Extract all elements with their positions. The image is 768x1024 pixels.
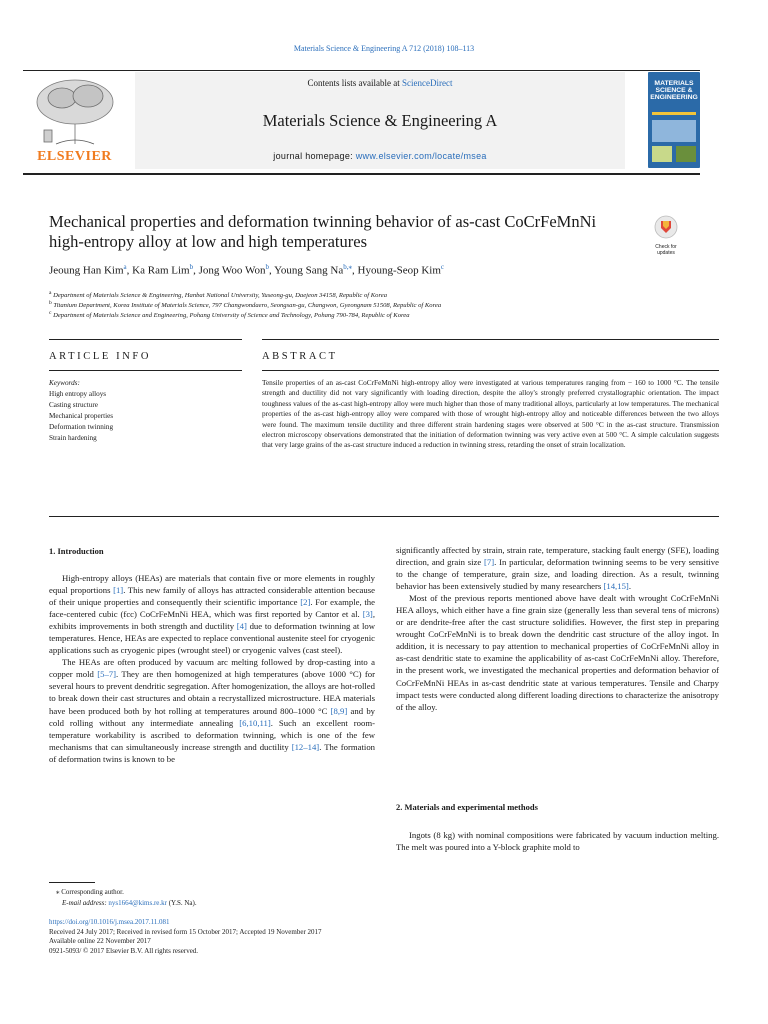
- author-name[interactable]: Young Sang Na: [274, 264, 344, 277]
- info-rule-right: [262, 339, 719, 340]
- reference-link[interactable]: [3]: [362, 609, 373, 620]
- body-text: , exhibits improvements in both strength and ductility: [49, 609, 375, 632]
- body-text: . In particular, deformation twinning seems to be very sensitive to the change of temperature, grain size, and loading direction. As a result, twinning behavior has been extensively studied by many researchers: [396, 557, 719, 592]
- article-title: Mechanical properties and deformation twinning behavior of as-cast CoCrFeMnNi high-entropy alloy at low and high temperatures: [49, 212, 597, 251]
- author-affiliation-marker[interactable]: b: [189, 263, 194, 271]
- affiliation-b: $^b$ Titanium Department, Korea Institute of Materials Science, 797 Changwondaero, Seongsan-gu, Changwon, Gyeongnam 51508, Republic of Korea: [49, 300, 442, 310]
- crossmark-badge[interactable]: [650, 215, 682, 256]
- author-name[interactable]: Jong Woo Won: [198, 264, 266, 277]
- keywords-label: Keywords:: [49, 379, 80, 387]
- author-list: Jeoung Han Kim$^a$, Ka Ram Lim$^b$, Jong Woo Won$^b$, Young Sang $Na^{b,⁎}$, Hyoung-Seop Kim$^c$: [49, 263, 445, 277]
- right-column: [396, 544, 719, 713]
- affiliation-c: $^c$ Department of Materials Science and Engineering, Pohang University of Science and Technology, Pohang 790-784, Republic of Korea: [49, 310, 410, 320]
- methods-text: [396, 829, 719, 853]
- author-name[interactable]: Ka Ram Lim: [132, 264, 190, 277]
- cover-title: MATERIALS SCIENCE & ENGINEERING: [650, 80, 698, 101]
- reference-link[interactable]: [6,10,11]: [239, 717, 271, 728]
- corresponding-author-note: ⁎ Corresponding author.: [56, 888, 124, 896]
- body-text: . They are then homogenized at high temperatures (above 1000 °C) for several hours to prevent dendritic segregation. After homogenization, the alloys are hot-rolled to break down their cast structures and obtain a recrystallized microstructure. HEA materials have been produced both by hot rolling at temperatures around 800–1000 °C: [49, 669, 375, 716]
- body-text: and by cold rolling without any intermediate annealing: [49, 705, 376, 728]
- available-online: Available online 22 November 2017: [49, 937, 151, 946]
- homepage-link[interactable]: www.elsevier.com/locate/msea: [355, 151, 487, 161]
- elsevier-logo-tree: [26, 74, 124, 148]
- contents-line: Contents lists available at ScienceDirect: [307, 78, 453, 88]
- abstract-text: Tensile properties of an as-cast CoCrFeMnNi high-entropy alloy were investigated at various temperatures ranging from − 160 to 1000 °C. The tensile strength and ductility did not vary significantly with loading direction, despite the alloy's strongly preferred crystallographic orientation. The impact toughness values of the as-cast high-entropy alloy were much higher than those of many traditional alloys, particularly at low temperatures. The mechanical properties of the as-cast high-entropy alloy were compared with those of wrought high-entropy alloy and noticeable differences between the two alloys were found. The maximum tensile ductility and three different strain hardening stages were observed at 500 °C in the as-cast structure. Transmission electron microscopy observations demonstrated that the initiation of deformation twinning was very active even at 500 °C. A simple calculation suggests that very large grains of the as-cast structure induced a reduction in twinning stress, retarding the onset of strain localization.: [262, 378, 719, 450]
- abstract-bottom-rule: [49, 516, 719, 517]
- author-affiliation-marker[interactable]: a: [123, 263, 127, 271]
- intro-paragraph-1: [49, 572, 375, 656]
- author-name[interactable]: Hyoung-Seop Kim: [357, 264, 441, 277]
- author-affiliation-marker[interactable]: c: [440, 263, 445, 271]
- author-affiliation-marker[interactable]: b,⁎: [343, 263, 352, 271]
- article-history: [49, 918, 322, 956]
- keyword-item: High entropy alloys: [49, 390, 107, 398]
- body-text: The HEAs are often produced by vacuum arc melting followed by drop-casting into a copper mold: [49, 657, 375, 680]
- body-text: . The formation of deformation twins is known to be: [49, 741, 376, 764]
- keyword-item: Strain hardening: [49, 434, 97, 442]
- email-link[interactable]: nys1664@kims.re.kr: [108, 899, 167, 907]
- crossmark-label: Check for updates: [655, 244, 677, 256]
- body-text: Most of the previous reports mentioned above have dealt with wrought CoCrFeMnNi HEA alloys, which either have a fine grain size (generally less than several tens of microns) or are dendrite-free after the cast structure solidifies. However, the first step in preparing wrought CoCrFeMnNi is to break down the dendritic cast structure of the alloy ingot. In addition, it is necessary to pay attention to mechanical properties of CoCrFeMnNi alloy in as-cast dendritic state to examine the applicability of as-cast CoCrFeMnNi alloy. Therefore, in the present work, we investigated the mechanical properties and deformation behavior of CoCrFeMnNi HEAs in as-cast dendritic state at various temperatures. Tensile and Charpy impact tests were conducted along different loading directions to characterize the anisotropy of the alloy.: [396, 593, 719, 712]
- reference-link[interactable]: [14,15]: [603, 581, 629, 592]
- footnote-rule: [49, 882, 95, 883]
- reference-link[interactable]: [2]: [300, 597, 311, 608]
- info-rule-right-2: [262, 370, 719, 371]
- doi-link[interactable]: https://doi.org/10.1016/j.msea.2017.11.081: [49, 918, 170, 926]
- author-name[interactable]: Jeoung Han Kim: [49, 264, 124, 277]
- keyword-item: Casting structure: [49, 401, 98, 409]
- methods-paragraph-1: [396, 829, 719, 853]
- email-line: E-mail address: nys1664@kims.re.kr (Y.S. Na).: [62, 899, 197, 907]
- body-text: . Such an excellent room-temperature workability is ascribed to deformation twinning, which is one of the few mechanisms that can simultaneously increase strength and ductility: [49, 717, 375, 752]
- reference-link[interactable]: [12–14]: [291, 741, 320, 752]
- info-rule-left: [49, 339, 242, 340]
- body-text: Ingots (8 kg) with nominal compositions were fabricated by vacuum induction melting. The melt was poured into a Y-block graphite mold to: [396, 830, 719, 853]
- journal-name: Materials Science & Engineering A: [262, 111, 498, 130]
- copyright: 0921-5093/ © 2017 Elsevier B.V. All rights reserved.: [49, 946, 199, 955]
- info-rule-left-2: [49, 370, 242, 371]
- article-info-heading: ARTICLE INFO: [49, 351, 152, 362]
- author-affiliation-marker[interactable]: b: [265, 263, 269, 271]
- reference-link[interactable]: [7]: [484, 557, 495, 568]
- keyword-item: Deformation twinning: [49, 423, 114, 431]
- received-dates: Received 24 July 2017; Received in revised form 15 October 2017; Accepted 19 November 2017: [49, 927, 322, 936]
- intro-paragraph-2: [49, 656, 375, 764]
- crossmark-icon: [654, 215, 678, 239]
- journal-homepage: journal homepage: www.elsevier.com/locate/msea: [273, 151, 487, 161]
- body-text: High-entropy alloys (HEAs) are materials that contain five or more elements in roughly equal proportions: [49, 573, 375, 596]
- section-introduction-heading: 1. Introduction: [49, 546, 104, 556]
- left-column: [49, 572, 375, 765]
- header-bottom-rule: [23, 173, 700, 175]
- reference-link[interactable]: [5–7]: [97, 669, 117, 680]
- abstract-heading: ABSTRACT: [262, 351, 338, 362]
- intro-paragraph-4: [396, 592, 719, 712]
- body-text: significantly affected by strain, strain rate, temperature, stacking fault energy (SFE), loading direction, and grain size: [396, 545, 719, 568]
- reference-link[interactable]: [4]: [236, 621, 247, 632]
- body-text: . For example, the face-centered cubic (fcc) CoCrFeMnNi HEA, which was first reported by Cantor et al.: [49, 597, 376, 620]
- section-methods-heading: 2. Materials and experimental methods: [396, 802, 538, 812]
- intro-paragraph-3: [396, 544, 719, 592]
- sciencedirect-link[interactable]: ScienceDirect: [402, 78, 453, 88]
- elsevier-logo-text: ELSEVIER: [37, 149, 112, 164]
- keyword-item: Mechanical properties: [49, 412, 114, 420]
- reference-link[interactable]: [8,9]: [330, 705, 348, 716]
- reference-link[interactable]: [1]: [113, 585, 124, 596]
- header-top-rule: [23, 70, 700, 71]
- body-text: . This new family of alloys has attracted considerable attention because of their unique properties and consequently their scientific importance: [49, 585, 375, 608]
- body-text: .: [628, 581, 631, 592]
- journal-citation[interactable]: Materials Science & Engineering A 712 (2018) 108–113: [293, 44, 475, 53]
- journal-cover[interactable]: [648, 72, 700, 168]
- affiliation-a: $^a$ Department of Materials Science & Engineering, Hanbat National University, Yuseong-gu, Daejeon 34158, Republic of Korea: [49, 290, 388, 300]
- body-text: due to deformation twinning at low temperatures. Hence, HEAs are expected to replace conventional austenite steel for cryogenic applications such as cryogenic pipes (wrought steel) or cryogenic valves (cast steel).: [49, 621, 375, 656]
